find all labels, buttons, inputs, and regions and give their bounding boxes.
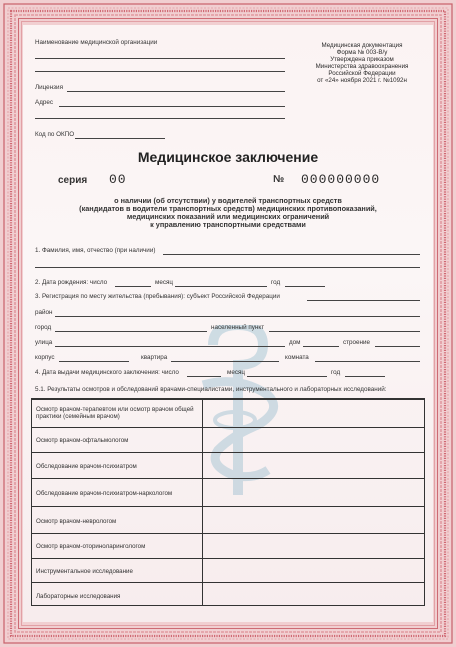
birth-month-label: месяц — [155, 279, 173, 286]
org-name-label: Наименование медицинской организации — [35, 39, 158, 46]
subtitle-line: к управлению транспортными средствами — [150, 220, 306, 229]
birth-day-line[interactable] — [115, 286, 151, 287]
birth-month-line[interactable] — [175, 286, 267, 287]
exam-row-label: Обследование врачом-психиатром — [36, 463, 137, 470]
house-line[interactable] — [303, 346, 339, 347]
street-line[interactable] — [55, 346, 285, 347]
table-row[interactable] — [32, 452, 424, 478]
birth-date-label: 2. Дата рождения: число — [35, 279, 108, 286]
room-label: комната — [285, 354, 309, 361]
birth-year-line[interactable] — [285, 286, 325, 287]
issue-year-line[interactable] — [345, 376, 385, 377]
full-name-line[interactable] — [163, 254, 420, 255]
house-label: дом — [289, 339, 301, 346]
doc-info-line: Медицинская документация — [321, 42, 403, 49]
org-name-line-2[interactable] — [35, 71, 285, 72]
apartment-line[interactable] — [171, 361, 279, 362]
registration-label: 3. Регистрация по месту жительства (пребывания): субъект Российской Федерации — [35, 293, 280, 300]
doc-info-line: Утверждена приказом — [330, 55, 394, 63]
subtitle-line: о наличии (об отсутствии) у водителей транспортных средств — [114, 196, 342, 205]
table-row[interactable] — [32, 399, 424, 427]
district-line[interactable] — [55, 316, 420, 317]
doc-info-line: Российской Федерации — [328, 69, 396, 77]
full-name-label: 1. Фамилия, имя, отчество (при наличии) — [35, 247, 156, 254]
address-label: Адрес — [35, 99, 54, 106]
exam-results-table — [31, 398, 425, 606]
exam-row-label: Обследование врачом-психиатром-наркологом — [36, 490, 173, 497]
exam-row-label: Осмотр врачом-оториноларингологом — [36, 543, 146, 550]
exam-row-label: Осмотр врачом-терапевтом или осмотр врачом общей практики (семейным врачом) — [36, 406, 194, 420]
settlement-label: населенный пункт — [211, 324, 265, 331]
issue-date-label: 4. Дата выдачи медицинского заключения: число — [35, 369, 179, 376]
number-value: 000000000 — [301, 172, 381, 187]
table-row[interactable] — [32, 427, 424, 452]
issue-month-label: месяц — [227, 369, 245, 376]
table-row[interactable] — [32, 533, 424, 558]
building-label: строение — [343, 339, 371, 346]
exam-row-label: Инструментальное исследование — [36, 568, 133, 575]
korpus-line[interactable] — [59, 361, 129, 362]
okpo-label: Код по ОКПО — [35, 131, 75, 138]
exam-row-label: Осмотр врачом-офтальмологом — [36, 437, 129, 444]
street-label: улица — [35, 339, 53, 346]
settlement-line[interactable] — [269, 331, 420, 332]
subtitle-line: медицинских показаний или медицинских ограничений — [126, 212, 330, 221]
table-row[interactable] — [32, 558, 424, 582]
doc-info-line: Форма № 003-В/у — [336, 48, 388, 56]
number-label: № — [273, 174, 285, 185]
table-row[interactable] — [32, 478, 424, 506]
building-line[interactable] — [375, 346, 420, 347]
room-line[interactable] — [315, 361, 420, 362]
subtitle-line: (кандидатов в водители транспортных средств) медицинских противопоказаний, — [79, 204, 377, 213]
exam-row-label: Осмотр врачом-неврологом — [36, 518, 117, 525]
issue-month-line[interactable] — [247, 376, 327, 377]
license-line[interactable] — [67, 91, 285, 92]
doc-info-line: от «24» ноября 2021 г. №1092н — [317, 76, 407, 84]
series-value: 00 — [109, 172, 127, 187]
apartment-label: квартира — [141, 354, 168, 361]
full-name-line-2[interactable] — [35, 267, 420, 268]
city-line[interactable] — [55, 331, 207, 332]
city-label: город — [35, 324, 52, 331]
exam-results-label: 5.1. Результаты осмотров и обследований врачами-специалистами, инструментального и лабораторных исследований: — [35, 386, 387, 393]
org-name-line[interactable] — [35, 58, 285, 59]
page-title: Медицинское заключение — [137, 149, 319, 165]
issue-year-label: год — [331, 369, 341, 376]
exam-row-label: Лабораторные исследования — [36, 593, 121, 600]
table-row[interactable] — [32, 506, 424, 533]
korpus-label: корпус — [35, 354, 55, 361]
document-info — [297, 43, 427, 84]
address-line-2[interactable] — [35, 118, 285, 119]
license-label: Лицензия — [35, 84, 63, 91]
okpo-line[interactable] — [75, 138, 165, 139]
table-row[interactable] — [32, 582, 424, 607]
address-line[interactable] — [59, 106, 285, 107]
district-label: район — [35, 309, 53, 316]
form-paper — [23, 25, 433, 622]
region-line[interactable] — [307, 300, 420, 301]
birth-year-label: год — [271, 279, 281, 286]
doc-info-line: Министерства здравоохранения — [315, 62, 409, 70]
series-label: серия — [58, 175, 88, 186]
issue-day-line[interactable] — [187, 376, 221, 377]
